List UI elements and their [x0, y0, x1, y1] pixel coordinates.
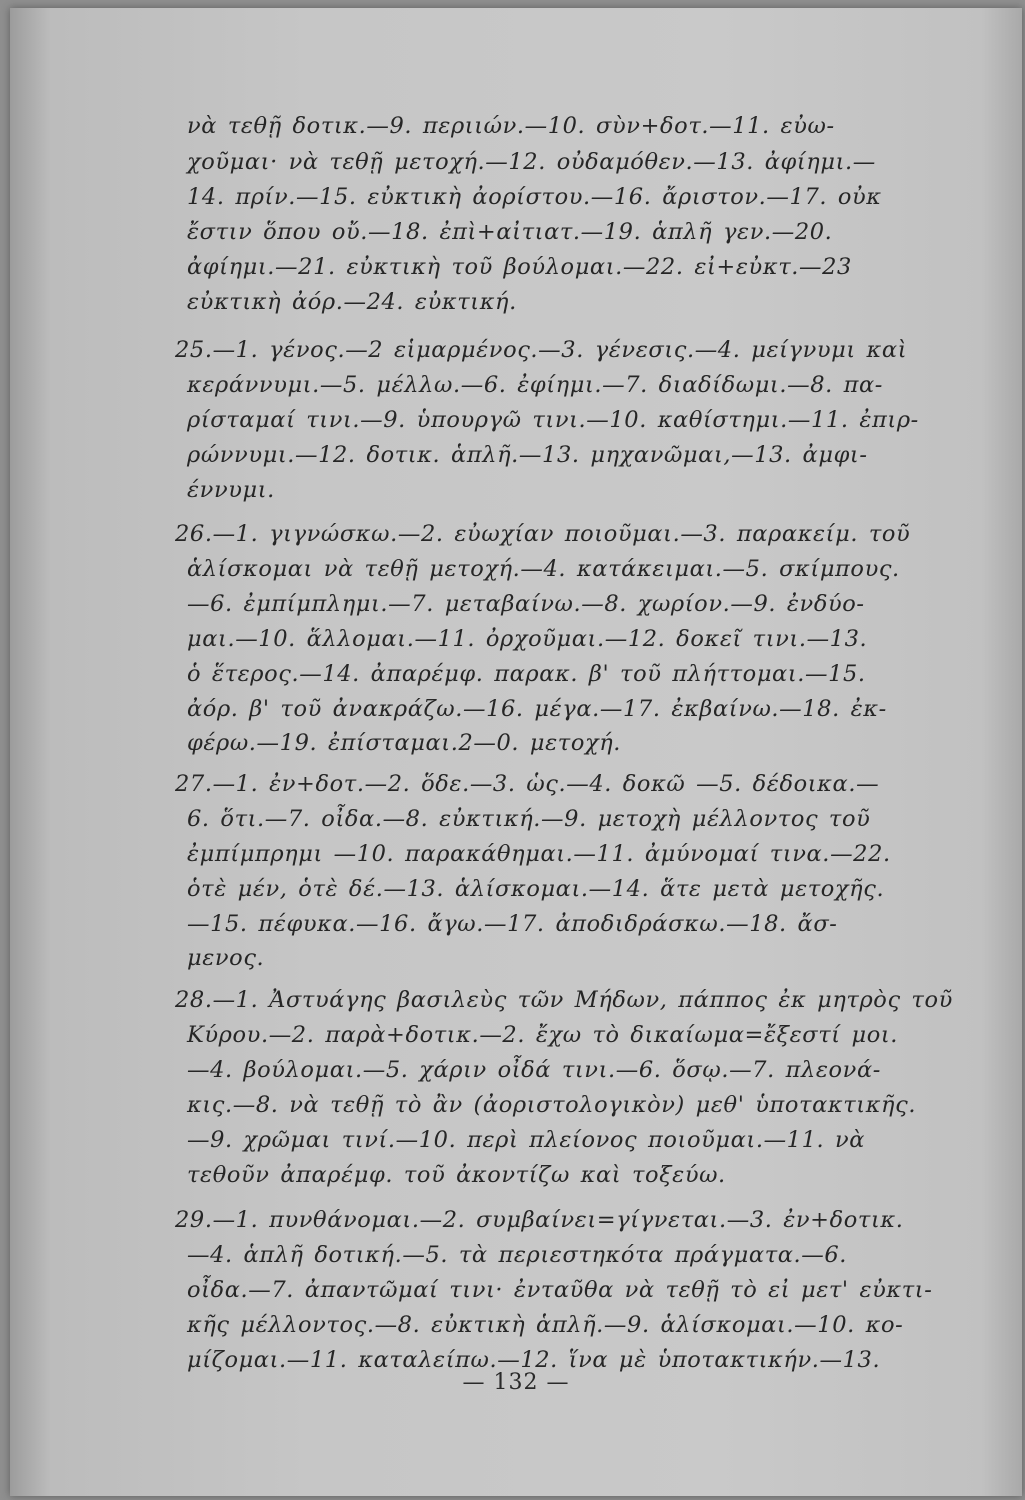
text-line: τεθοῦν ἀπαρέμφ. τοῦ ἀκοντίζω καὶ τοξεύω.	[187, 1162, 726, 1188]
text-line: —6. ἐμπίμπλημι.—7. μεταβαίνω.—8. χωρίον.—9. ἐνδύο-	[187, 591, 865, 617]
text-line: μενος.	[187, 945, 265, 971]
text-line: Κύρου.—2. παρὰ+δοτικ.—2. ἔχω τὸ δικαίωμα=ἔξεστί μοι.	[187, 1022, 899, 1048]
text-line: κεράννυμι.—5. μέλλω.—6. ἐφίημι.—7. διαδίδωμι.—8. πα-	[187, 372, 884, 398]
text-line: ἀόρ. β' τοῦ ἀνακράζω.—16. μέγα.—17. ἐκβαίνω.—18. ἐκ-	[187, 696, 887, 722]
text-line: —9. χρῶμαι τινί.—10. περὶ πλείονος ποιοῦμαι.—11. νὰ	[187, 1127, 866, 1153]
text-line: —4. ἁπλῆ δοτική.—5. τὰ περιεστηκότα πράγματα.—6.	[187, 1242, 848, 1268]
text-line: κις.—8. νὰ τεθῇ τὸ ἂν (ἀοριστολογικὸν) μεθ' ὑποτακτικῆς.	[187, 1092, 917, 1118]
text-line: ἐμπίμπρημι —10. παρακάθημαι.—11. ἀμύνομαί τινα.—22.	[187, 841, 891, 867]
text-line: ρώννυμι.—12. δοτικ. ἁπλῆ.—13. μηχανῶμαι,—13. ἀμφι-	[187, 442, 868, 468]
text-line: μίζομαι.—11. καταλείπω.—12. ἵνα μὲ ὑποτακτικήν.—13.	[187, 1347, 881, 1373]
paragraph-28-start: 28.—1. Ἀστυάγης βασιλεὺς τῶν Μήδων, πάππος ἐκ μητρὸς τοῦ	[175, 987, 953, 1013]
book-page	[10, 8, 1022, 1496]
text-line: ὁ ἕτερος.—14. ἀπαρέμφ. παρακ. β' τοῦ πλήττομαι.—15.	[187, 661, 866, 687]
text-line: ἀφίημι.—21. εὐκτικὴ τοῦ βούλομαι.—22. εἰ+εὐκτ.—23	[187, 254, 852, 280]
text-line: ρίσταμαί τινι.—9. ὑπουργῶ τινι.—10. καθίστημι.—11. ἐπιρ-	[187, 407, 919, 433]
text-line: ὁτὲ μέν, ὁτὲ δέ.—13. ἁλίσκομαι.—14. ἅτε μετὰ μετοχῆς.	[187, 876, 885, 902]
text-line: —15. πέφυκα.—16. ἄγω.—17. ἀποδιδράσκω.—18. ἄσ-	[187, 911, 838, 937]
text-line: κῆς μέλλοντος.—8. εὐκτικὴ ἁπλῆ.—9. ἁλίσκομαι.—10. κο-	[187, 1312, 904, 1338]
page-number: — 132 —	[462, 1370, 570, 1395]
text-line: ἔστιν ὅπου οὔ.—18. ἐπὶ+αἰτιατ.—19. ἁπλῆ γεν.—20.	[187, 219, 833, 245]
text-line: μαι.—10. ἅλλομαι.—11. ὀρχοῦμαι.—12. δοκεῖ τινι.—13.	[187, 626, 868, 652]
text-line: —4. βούλομαι.—5. χάριν οἶδά τινι.—6. ὅσῳ.—7. πλεονά-	[187, 1057, 881, 1083]
text-line: χοῦμαι· νὰ τεθῇ μετοχή.—12. οὐδαμόθεν.—13. ἀφίημι.—	[187, 149, 876, 175]
paragraph-25-start: 25.—1. γένος.—2 εἱμαρμένος.—3. γένεσις.—4. μείγνυμι καὶ	[175, 337, 908, 363]
text-line: εὐκτικὴ ἀόρ.—24. εὐκτική.	[187, 289, 517, 315]
text-line: νὰ τεθῇ δοτικ.—9. περιιών.—10. σὺν+δοτ.—11. εὐω-	[187, 113, 835, 139]
text-line: 14. πρίν.—15. εὐκτικὴ ἀορίστου.—16. ἄριστον.—17. οὐκ	[187, 184, 882, 210]
paragraph-29-start: 29.—1. πυνθάνομαι.—2. συμβαίνει=γίγνεται.—3. ἐν+δοτικ.	[175, 1207, 904, 1233]
text-line: 6. ὅτι.—7. οἶδα.—8. εὐκτική.—9. μετοχὴ μέλλοντος τοῦ	[187, 806, 871, 832]
text-line: φέρω.—19. ἐπίσταμαι.2—0. μετοχή.	[187, 730, 622, 756]
paragraph-26-start: 26.—1. γιγνώσκω.—2. εὐωχίαν ποιοῦμαι.—3. παρακείμ. τοῦ	[175, 521, 911, 547]
paragraph-27-start: 27.—1. ἐν+δοτ.—2. ὅδε.—3. ὡς.—4. δοκῶ —5. δέδοικα.—	[175, 771, 880, 797]
text-line: οἶδα.—7. ἀπαντῶμαί τινι· ἐνταῦθα νὰ τεθῇ τὸ εἰ μετ' εὐκτι-	[187, 1277, 933, 1303]
text-line: έννυμι.	[187, 477, 275, 503]
text-line: ἁλίσκομαι νὰ τεθῇ μετοχή.—4. κατάκειμαι.—5. σκίμπους.	[187, 556, 900, 582]
